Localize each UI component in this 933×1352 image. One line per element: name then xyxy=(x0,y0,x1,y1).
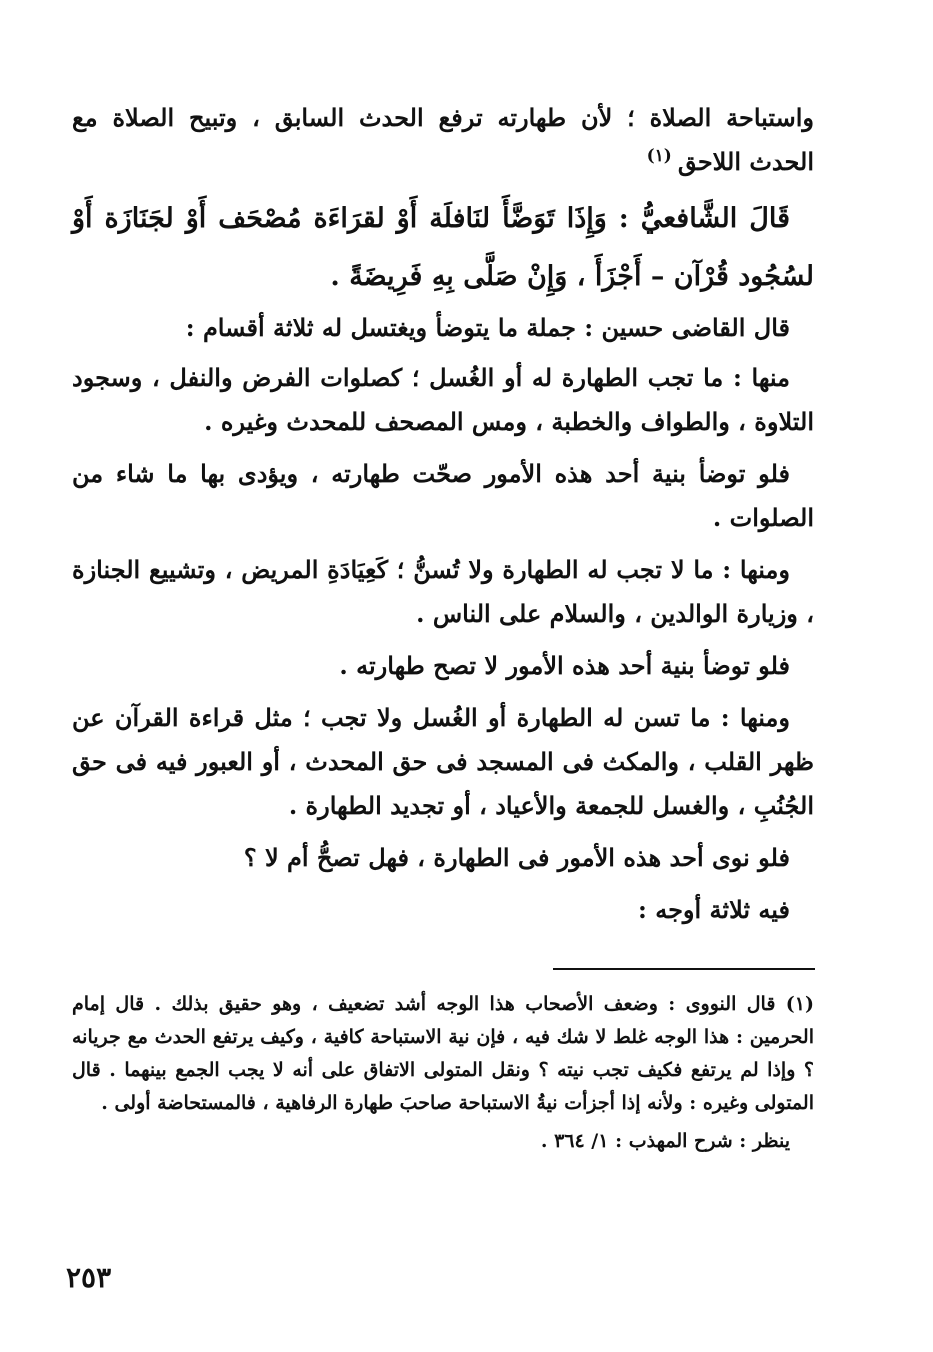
paragraph-1-text: واستباحة الصلاة ؛ لأن طهارته ترفع الحدث السابق ، وتبيح الصلاة مع الحدث اللاحق xyxy=(72,103,814,176)
footnote-source: ينظر : شرح المهذب : ١/ ٣٦٤ . xyxy=(540,1130,790,1152)
page-number: ٢٥٣ xyxy=(66,1261,112,1294)
paragraph-5: ومنها : ما لا تجب له الطهارة ولا تُسنُّ ؛ كَعِيَادَةِ المريض ، وتشييع الجنازة ، وزيارة الوالدين ، والسلام على الناس . xyxy=(72,555,814,628)
footnote-block xyxy=(72,988,814,1158)
main-text xyxy=(72,96,814,184)
main-text-continued xyxy=(72,306,814,932)
paragraph-3: منها : ما تجب الطهارة له أو الغُسل ؛ كصلوات الفرض والنفل ، وسجود التلاوة ، والطواف والخطبة ، ومس المصحف للمحدث وغيره . xyxy=(72,363,814,436)
paragraph-7: ومنها : ما تسن له الطهارة أو الغُسل ولا تجب ؛ مثل قراءة القرآن عن ظهر القلب ، والمكث فى المسجد فى حق المحدث ، أو العبور فيه فى حق الجُنُبِ ، والغسل للجمعة والأعياد ، أو تجديد الطهارة . xyxy=(72,703,814,820)
matn-block xyxy=(72,190,814,306)
paragraph-2: قال القاضى حسين : جملة ما يتوضأ ويغتسل له ثلاثة أقسام : xyxy=(185,313,790,342)
paragraph-8: فلو نوى أحد هذه الأمور فى الطهارة ، فهل تصحُّ أم لا ؟ xyxy=(243,843,790,872)
paragraph-6: فلو توضأ بنية أحد هذه الأمور لا تصح طهارته . xyxy=(339,651,790,680)
paragraph-9: فيه ثلاثة أوجه : xyxy=(637,895,790,924)
footnote-separator xyxy=(553,968,815,970)
paragraph-4: فلو توضأ بنية أحد هذه الأمور صحّت طهارته ، ويؤدى بها ما شاء من الصلوات . xyxy=(72,459,814,532)
footnote-text: (١) قال النووى : وضعف الأصحاب هذا الوجه أشد تضعيف ، وهو حقيق بذلك . قال إمام الحرمين : هذا الوجه غلط لا شك فيه ، فإن نية الاستباحة كافية ، وكيف يرتفع الحدث مع جريانه ؟ وإذا لم يرتفع فكيف تجب نيته ؟ ونقل المتولى الاتفاق على أنه لا يجب الجمع بينهما . قال المتولى وغيره : ولأنه إذا أجزأت نيةُ الاستباحة صاحبَ طهارة الرفاهية ، فالمستحاضة أولى . xyxy=(72,993,814,1114)
footnote-reference: (١) xyxy=(646,146,672,166)
paragraph-1 xyxy=(72,96,814,184)
matn-text: قَالَ الشَّافعيُّ : وَإِذَا تَوَضَّأَ لنَافلَة أَوْ لقرَاءَة مُصْحَف أَوْ لجَنَازَة أَوْ لسُجُود قُرْآن – أَجْزَأَ ، وَإِنْ صَلَّى بِهِ فَرِيضَةً . xyxy=(72,203,814,292)
